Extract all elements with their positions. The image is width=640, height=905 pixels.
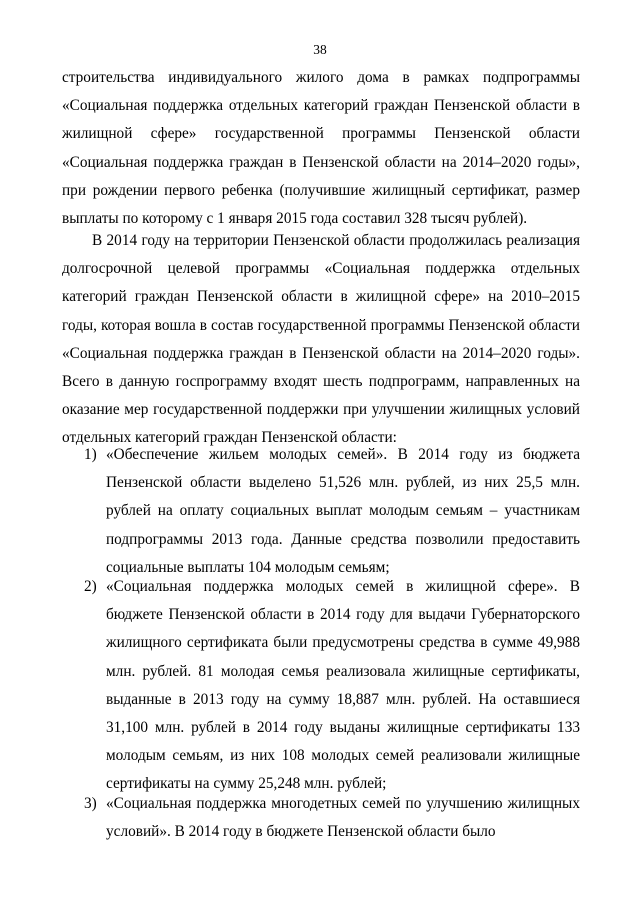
list-item-text: «Социальная поддержка молодых семей в жилищной сфере». В бюджете Пензенской области в 2014 году для выдачи Губернаторского жилищного сертификата были предусмотрены средства в сумме 49,988 млн. рублей. 81 молодая семья реализовала жилищные сертификаты, выданные в 2013 году на сумму 18,887 млн. рублей. На оставшиеся 31,100 млн. рублей в 2014 году выданы жилищные сертификаты 133 молодым семьям, из них 108 молодых семей реализовали жилищные сертификаты на сумму 25,248 млн. рублей; [106, 578, 580, 793]
page-number: 38 [313, 42, 327, 57]
paragraph-continued [62, 64, 580, 233]
list-item [84, 790, 580, 846]
list-item [84, 573, 580, 799]
list-item [84, 441, 580, 582]
list-item-marker: 2) [84, 578, 97, 595]
paragraph-continued-text: строительства индивидуального жилого дома в рамках подпрограммы «Социальная поддержка отдельных категорий граждан Пензенской области в жилищной сфере» государственной программы Пензенской области «Социальная поддержка граждан в Пензенской области на 2014–2020 годы», при рождении первого ребенка (получившие жилищный сертификат, размер выплаты по которому с 1 января 2015 года составил 328 тысяч рублей). [62, 69, 580, 228]
list-item-text: «Социальная поддержка многодетных семей по улучшению жилищных условий». В 2014 году в бюджете Пензенской области было [106, 795, 580, 841]
list-item-text: «Обеспечение жильем молодых семей». В 2014 году из бюджета Пензенской области выделено 51,526 млн. рублей, из них 25,5 млн. рублей на оплату социальных выплат молодым семьям – участникам подпрограммы 2013 года. Данные средства позволили предоставить социальные выплаты 104 молодым семьям; [106, 446, 580, 576]
paragraph-intro-text: В 2014 году на территории Пензенской области продолжилась реализация долгосрочной целевой программы «Социальная поддержка отдельных категорий граждан Пензенской области в жилищной сфере» на 2010–2015 годы, которая вошла в состав государственной программы Пензенской области «Социальная поддержка граждан в Пензенской области на 2014–2020 годы». Всего в данную госпрограмму входят шесть подпрограмм, направленных на оказание мер государственной поддержки при улучшении жилищных условий отдельных категорий граждан Пензенской области: [62, 232, 580, 447]
list-item-marker: 1) [84, 446, 97, 463]
paragraph-intro [62, 227, 580, 453]
list-item-marker: 3) [84, 795, 97, 812]
